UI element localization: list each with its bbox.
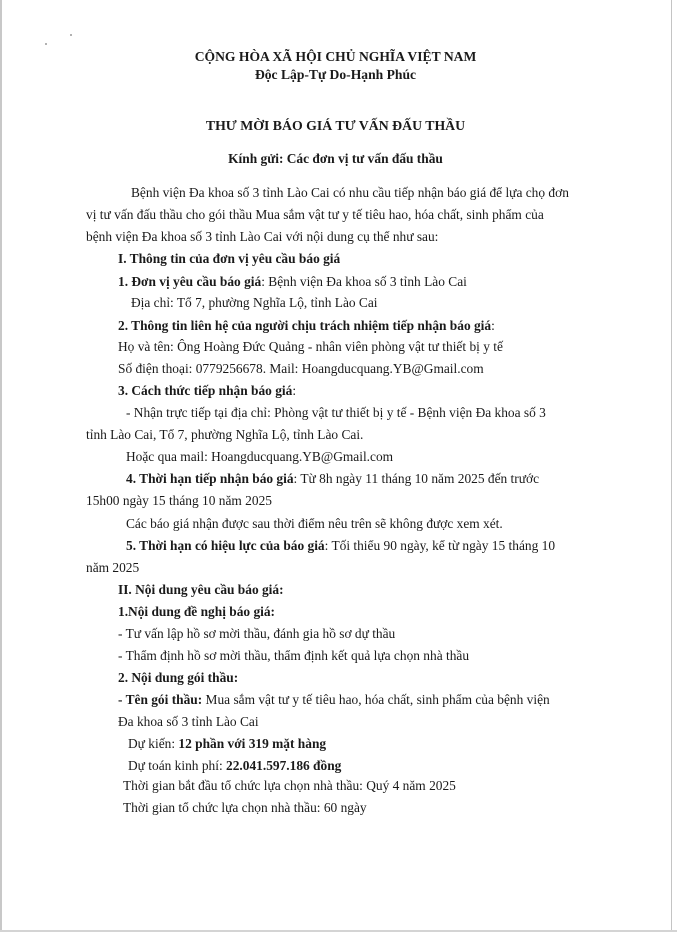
scan-speck <box>70 34 72 36</box>
section-1-item-4 <box>126 470 587 488</box>
item-value: : Từ 8h ngày 11 tháng 10 năm 2025 đến trước <box>293 471 540 486</box>
intro-line-1: Bệnh viện Đa khoa số 3 tỉnh Lào Cai có nhu cầu tiếp nhận báo giá để lựa chọ đơn <box>131 185 569 200</box>
direct-submission-line-1: - Nhận trực tiếp tại địa chỉ: Phòng vật tư thiết bị y tế - Bệnh viện Đa khoa số 3 <box>126 405 546 420</box>
deadline-line-2: 15h00 ngày 15 tháng 10 năm 2025 <box>86 493 272 508</box>
section-2-heading: II. Nội dung yêu cầu báo giá: <box>118 582 284 597</box>
package-label: - Tên gói thầu: <box>118 692 203 707</box>
section-1-heading: I. Thông tin của đơn vị yêu cầu báo giá <box>118 251 341 266</box>
contact-name: Họ và tên: Ông Hoàng Đức Quảng - nhân viên phòng vật tư thiết bị y tế <box>118 339 503 354</box>
expected-label: Dự kiến: <box>128 736 179 751</box>
expected-lots <box>128 735 326 753</box>
scope-bullet-2: - Thẩm định hồ sơ mời thầu, thẩm định kết quả lựa chọn nhà thầu <box>118 648 470 663</box>
salutation: Kính gửi: Các đơn vị tư vấn đấu thầu <box>228 151 443 166</box>
direct-submission-line-2: tỉnh Lào Cai, Tổ 7, phường Nghĩa Lộ, tỉnh Lào Cai. <box>86 427 364 442</box>
contact-phone-email: Số điện thoại: 0779256678. Mail: Hoangducquang.YB@Gmail.com <box>118 361 484 376</box>
scan-speck <box>45 43 47 45</box>
selection-start-time: Thời gian bắt đầu tổ chức lựa chọn nhà thầu: Quý 4 năm 2025 <box>123 778 456 793</box>
motto-header: Độc Lập-Tự Do-Hạnh Phúc <box>254 67 417 82</box>
intro-line-3: bệnh viện Đa khoa số 3 tỉnh Lào Cai với nội dung cụ thể như sau: <box>86 229 439 244</box>
section-1-item-2 <box>118 317 495 335</box>
estimated-budget <box>128 757 341 775</box>
requester-address: Địa chỉ: Tổ 7, phường Nghĩa Lộ, tỉnh Lào Cai <box>131 295 378 310</box>
section-2-item-2-heading: 2. Nội dung gói thầu: <box>118 670 239 685</box>
package-name-line-2: Đa khoa số 3 tỉnh Lào Cai <box>118 714 259 729</box>
item-suffix: : <box>292 383 297 398</box>
validity-line-2: năm 2025 <box>86 560 140 575</box>
document-title: THƯ MỜI BÁO GIÁ TƯ VẤN ĐẤU THẦU <box>205 118 466 133</box>
section-1-item-1 <box>118 273 467 291</box>
item-label: 3. Cách thức tiếp nhận báo giá <box>118 383 293 398</box>
page-edge-right <box>671 0 672 932</box>
item-label: 1. Đơn vị yêu cầu báo giá <box>118 274 262 289</box>
scope-bullet-1: - Tư vấn lập hồ sơ mời thầu, đánh gia hồ sơ dự thầu <box>118 626 396 641</box>
budget-value: 22.041.597.186 đồng <box>226 758 342 773</box>
package-value: Mua sắm vật tư y tế tiêu hao, hóa chất, sinh phẩm của bệnh viện <box>202 692 550 707</box>
nation-header: CỘNG HÒA XÃ HỘI CHỦ NGHĨA VIỆT NAM <box>194 49 477 64</box>
item-value: : Bệnh viện Đa khoa số 3 tỉnh Lào Cai <box>261 274 467 289</box>
section-1-item-3 <box>118 382 296 400</box>
item-value: : Tối thiểu 90 ngày, kể từ ngày 15 tháng 10 <box>324 538 556 553</box>
intro-line-2: vị tư vấn đấu thầu cho gói thầu Mua sắm vật tư y tế tiêu hao, hóa chất, sinh phẩm của <box>86 207 544 222</box>
section-1-item-5 <box>126 537 555 555</box>
expected-value: 12 phần với 319 mặt hàng <box>178 736 327 751</box>
item-label: 5. Thời hạn có hiệu lực của báo giá <box>126 538 325 553</box>
email-submission: Hoặc qua mail: Hoangducquang.YB@Gmail.com <box>126 449 394 464</box>
item-suffix: : <box>491 318 495 333</box>
page-edge-left <box>0 0 2 932</box>
budget-label: Dự toán kinh phí: <box>128 758 227 773</box>
section-2-item-1-heading: 1.Nội dung đề nghị báo giá: <box>118 604 276 619</box>
late-submission-note: Các báo giá nhận được sau thời điểm nêu trên sẽ không được xem xét. <box>126 516 503 531</box>
item-label: 4. Thời hạn tiếp nhận báo giá <box>126 471 294 486</box>
item-label: 2. Thông tin liên hệ của người chịu trách nhiệm tiếp nhận báo giá <box>118 318 492 333</box>
selection-duration: Thời gian tổ chức lựa chọn nhà thầu: 60 ngày <box>123 800 367 815</box>
package-name <box>118 691 550 709</box>
